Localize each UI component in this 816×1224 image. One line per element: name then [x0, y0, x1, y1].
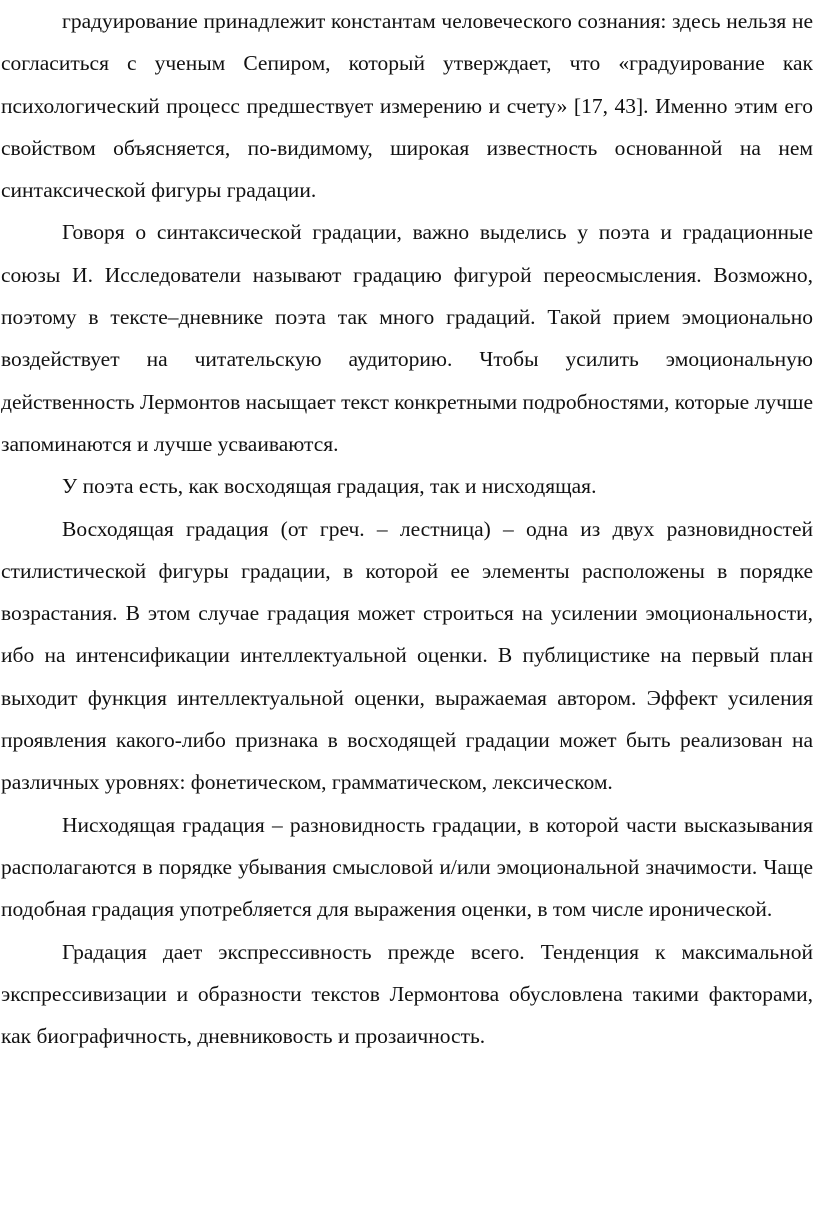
paragraph-continued: градуирование принадлежит константам человеческого сознания: здесь нельзя не согласиться с ученым Сепиром, который утверждает, что «градуирование как психологический процесс предшествует измерению и счету» [17, 43]. Именно этим его свойством объясняется, по-видимому, широкая известность основанной на нем синтаксической фигуры градации. — [1, 9, 813, 203]
paragraph: У поэта есть, как восходящая градация, так и нисходящая. — [62, 474, 597, 499]
paragraph: Нисходящая градация – разновидность градации, в которой части высказывания располагаются в порядке убывания смысловой и/или эмоциональной значимости. Чаще подобная градация употребляется для выражения оценки, в том числе иронической. — [1, 812, 813, 922]
paragraph: Градация дает экспрессивность прежде всего. Тенденция к максимальной экспрессивизации и образности текстов Лермонтова обусловлена такими факторами, как биографичность, дневниковость и прозаичность. — [1, 939, 813, 1049]
paragraph: Восходящая градация (от греч. – лестница) – одна из двух разновидностей стилистической фигуры градации, в которой ее элементы расположены в порядке возрастания. В этом случае градация может строиться на усилении эмоциональности, ибо на интенсификации интеллектуальной оценки. В публицистике на первый план выходит функция интеллектуальной оценки, выражаемая автором. Эффект усиления проявления какого-либо признака в восходящей градации может быть реализован на различных уровнях: фонетическом, грамматическом, лексическом. — [1, 516, 813, 795]
paragraph: Говоря о синтаксической градации, важно выделись у поэта и градационные союзы И. Исследователи называют градацию фигурой переосмысления. Возможно, поэтому в тексте–дневнике поэта так много градаций. Такой прием эмоционально воздействует на читательскую аудиторию. Чтобы усилить эмоциональную действенность Лермонтов насыщает текст конкретными подробностями, которые лучше запоминаются и лучше усваиваются. — [1, 220, 813, 456]
